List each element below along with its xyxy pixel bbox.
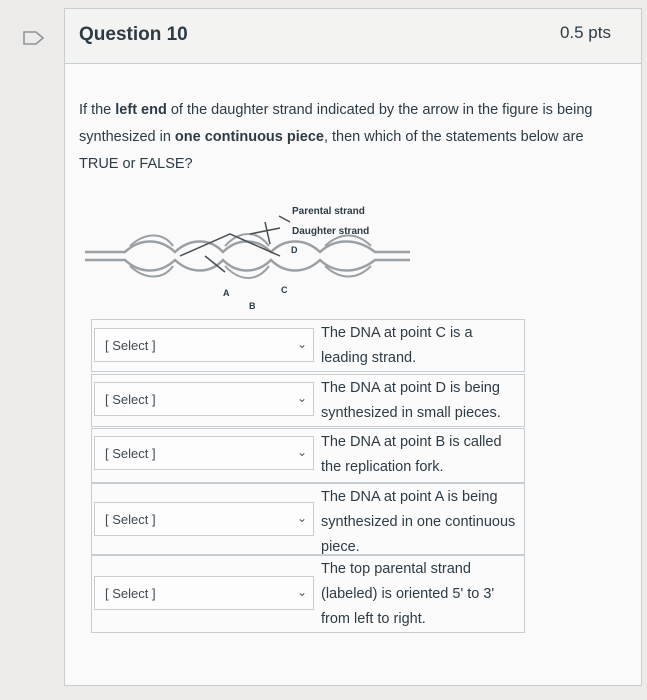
answer-select[interactable]: [ Select ] ⌄ xyxy=(94,328,314,362)
daughter-strand-label: Daughter strand xyxy=(292,226,370,237)
matching-row xyxy=(91,483,525,555)
matching-row xyxy=(91,555,525,633)
matching-row xyxy=(91,374,525,427)
question-points: 0.5 pts xyxy=(559,23,611,42)
parental-strand-label: Parental strand xyxy=(292,206,365,217)
statement-text: The DNA at point B is called the replication fork. xyxy=(321,434,502,475)
answer-select[interactable]: [ Select ] ⌄ xyxy=(94,382,314,416)
question-title: Question 10 xyxy=(79,24,188,45)
statement-text: The DNA at point C is a leading strand. xyxy=(321,325,473,366)
chevron-down-icon: ⌄ xyxy=(296,337,307,351)
chevron-down-icon: ⌄ xyxy=(296,391,307,405)
statement-text: The DNA at point A is being synthesized in one continuous piece. xyxy=(321,489,516,555)
label-b: B xyxy=(249,301,256,309)
chevron-down-icon: ⌄ xyxy=(296,585,307,599)
question-card xyxy=(64,8,642,686)
answer-select[interactable]: [ Select ] ⌄ xyxy=(94,436,314,470)
chevron-down-icon: ⌄ xyxy=(296,445,307,459)
question-header xyxy=(65,9,641,64)
statement-text: The top parental strand (labeled) is oriented 5' to 3' from left to right. xyxy=(321,561,495,627)
matching-row xyxy=(91,319,525,372)
question-text: If the left end of the daughter strand indicated by the arrow in the figure is being synthesized in one continuous piece, then which of the statements below are TRUE or FALSE? xyxy=(79,102,593,172)
statement-text: The DNA at point D is being synthesized in small pieces. xyxy=(321,380,501,421)
replication-figure xyxy=(85,194,415,309)
label-a: A xyxy=(223,288,230,298)
chevron-down-icon: ⌄ xyxy=(296,511,307,525)
answer-select[interactable]: [ Select ] ⌄ xyxy=(94,502,314,536)
matching-row xyxy=(91,428,525,483)
flag-icon[interactable] xyxy=(23,31,45,45)
label-d: D xyxy=(291,245,298,255)
answer-select[interactable]: [ Select ] ⌄ xyxy=(94,576,314,610)
label-c: C xyxy=(281,285,288,295)
